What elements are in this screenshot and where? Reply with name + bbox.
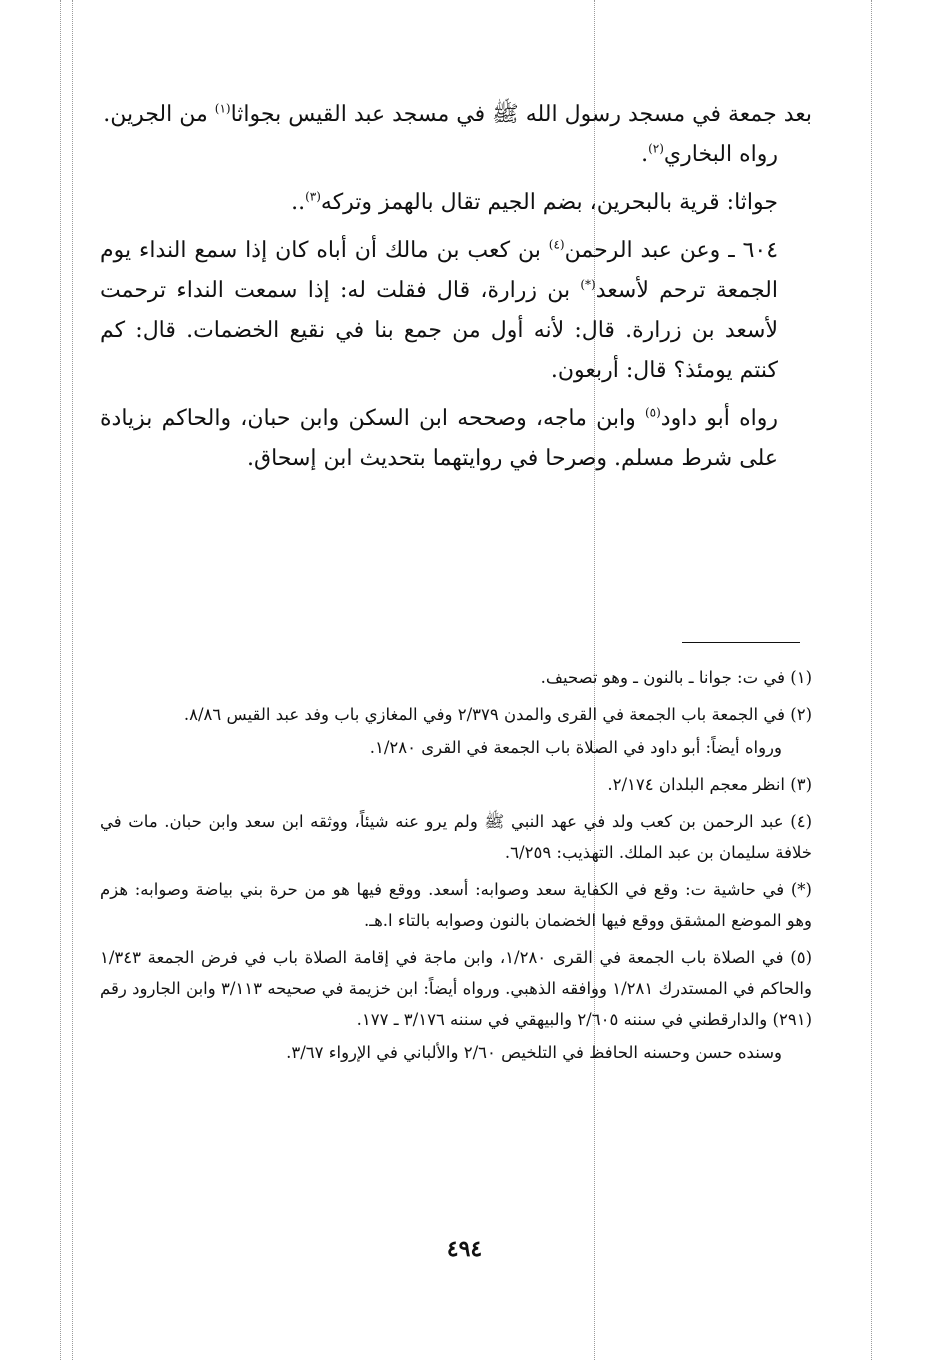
paragraph-2 [100, 135, 812, 175]
paragraph-5-end: وابن ماجه، وصححه ابن السكن وابن حبان، والحاكم بزيادة على شرط مسلم. وصرحا في روايتهما بتحديث ابن إسحاق. [100, 406, 778, 471]
footnote-3: (٣) انظر معجم البلدان ٢/١٧٤. [607, 775, 812, 794]
hadith-604-middle: بن كعب بن مالك أن أباه كان إذا سمع النداء يوم الجمعة ترحم لأسعد [100, 238, 778, 303]
footnote-2-continued: ورواه أيضاً: أبو داود في الصلاة باب الجمعة في القرى ١/٢٨٠. [369, 738, 782, 757]
footnote-5: (٥) في الصلاة باب الجمعة في القرى ١/٢٨٠، وابن ماجة في إقامة الصلاة باب في فرض الجمعة ١/٣٤٣ والحاكم في المستدرك ١/٢٨١ ووافقه الذهبي. ورواه أيضاً: ابن خزيمة في صحيحه ٣/١١٣ وابن الجارود رقم (٢٩١) والدارقطني في سننه ٢/٦٠٥ والبيهقي في سننه ٣/١٧٦ ـ ١٧٧. [100, 948, 812, 1029]
footnotes [100, 662, 812, 1074]
footnote-ref-star[interactable]: (*) [580, 277, 596, 292]
hadith-604-start: ٦٠٤ ـ وعن عبد الرحمن [564, 238, 779, 263]
paragraph-5-start: رواه أبو داود [660, 406, 778, 431]
guide-line-right [871, 0, 872, 1360]
footnote-5-continued: وسنده حسن وحسنه الحافظ في التلخيص ٢/٦٠ والألباني في الإرواء ٣/٦٧. [286, 1043, 782, 1062]
paragraph-2-tail: . [641, 142, 649, 167]
footnote-ref-1[interactable]: (١) [214, 101, 231, 116]
footnote-2: (٢) في الجمعة باب الجمعة في القرى والمدن ٢/٣٧٩ وفي المغازي باب وفد عبد القيس ٨/٨٦. [183, 705, 812, 724]
footnote-separator [682, 642, 800, 643]
guide-line-left-2 [72, 0, 73, 1360]
footnote-1: (١) في ت: جوانا ـ بالنون ـ وهو تصحيف. [540, 668, 812, 687]
guide-line-left [60, 0, 61, 1360]
main-text [100, 95, 812, 479]
paragraph-1 [100, 95, 812, 135]
paragraph-5 [100, 399, 812, 479]
footnote-star: (*) في حاشية ت: وقع في الكفاية سعد وصوابه: أسعد. ووقع فيها هو من حرة بني بياضة وصوابه: هزم وهو الموضع المشقق ووقع فيها الخضمان بالنون وصوابه بالتاء ا.هـ. [100, 880, 812, 930]
page-number: ٤٩٤ [446, 1236, 483, 1262]
paragraph-3-tail: .. [291, 190, 306, 215]
paragraph-3-text: جواثا: قرية بالبحرين، بضم الجيم تقال بالهمز وتركه [320, 190, 778, 215]
footnote-ref-4[interactable]: (٤) [548, 237, 565, 252]
paragraph-1-tail: من الجرين. [103, 102, 215, 127]
footnote-4: (٤) عبد الرحمن بن كعب ولد في عهد النبي ﷺ ولم يرو عنه شيئاً، ووثقه ابن سعد وابن حبان. مات في خلافة سليمان بن عبد الملك. التهذيب: ٦/٢٥٩. [100, 812, 812, 862]
footnote-ref-2[interactable]: (٢) [648, 141, 664, 156]
paragraph-2-text: رواه البخاري [663, 142, 778, 167]
paragraph-1-text: بعد جمعة في مسجد رسول الله ﷺ في مسجد عبد القيس بجواثا [230, 102, 812, 127]
hadith-604 [100, 231, 812, 391]
footnote-ref-5[interactable]: (٥) [644, 405, 661, 420]
paragraph-3 [100, 183, 812, 223]
hadith-604-end: بن زرارة، قال فقلت له: إذا سمعت النداء ترحمت لأسعد بن زرارة. قال: لأنه أول من جمع بنا في نقيع الخضمات. قال: كم كنتم يومئذ؟ قال: أربعون. [100, 278, 778, 383]
footnote-ref-3[interactable]: (٣) [305, 189, 321, 204]
